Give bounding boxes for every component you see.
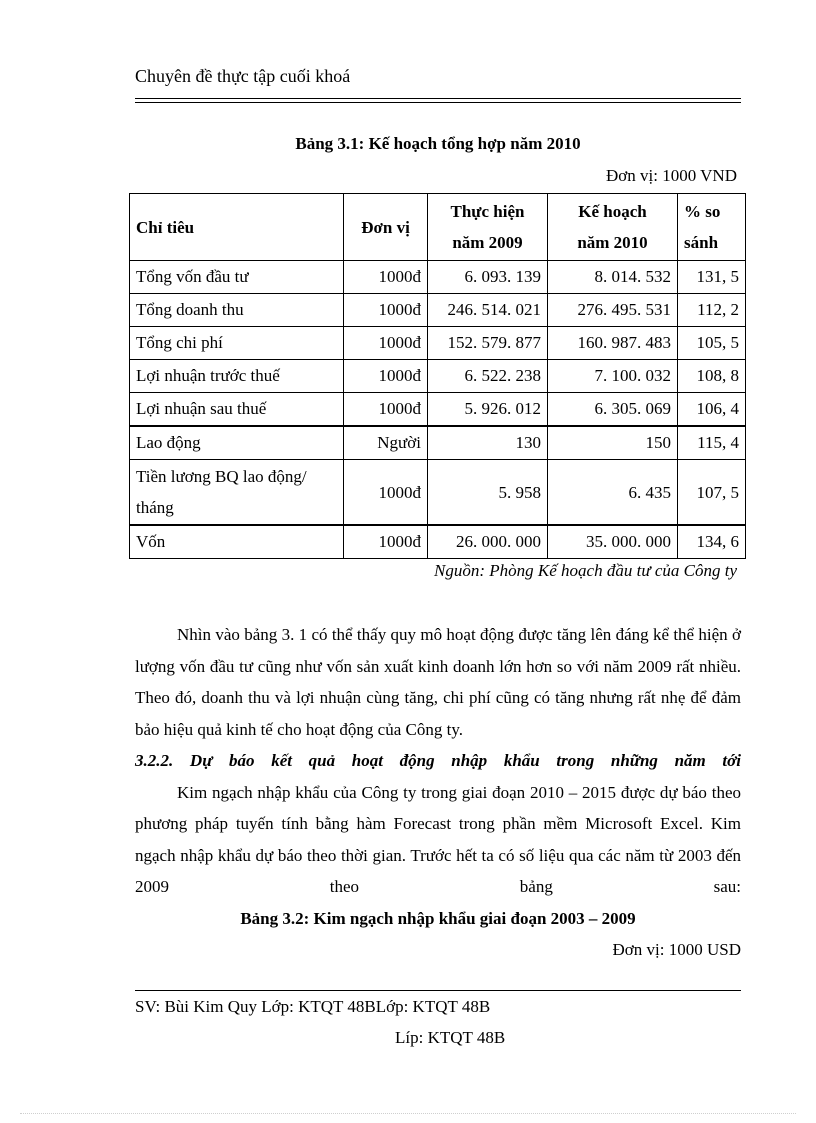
row-2009: 6. 522. 238	[428, 360, 548, 393]
row-label: Tiền lương BQ lao động/ tháng	[130, 460, 344, 526]
row-unit: 1000đ	[344, 360, 428, 393]
row-2010: 6. 305. 069	[548, 393, 678, 427]
table-row	[130, 327, 746, 360]
row-percent: 131, 5	[678, 261, 746, 294]
footer-class-info: Líp: KTQT 48B	[395, 1028, 506, 1047]
row-label: Tổng chi phí	[130, 327, 344, 360]
table-header-row	[130, 194, 746, 261]
row-2009: 5. 958	[428, 460, 548, 526]
row-percent: 108, 8	[678, 360, 746, 393]
row-label: Lợi nhuận sau thuế	[130, 393, 344, 427]
row-percent: 115, 4	[678, 426, 746, 460]
header-indicator: Chỉ tiêu	[130, 194, 344, 261]
paragraph-forecast: Kim ngạch nhập khẩu của Công ty trong giai đoạn 2010 – 2015 được dự báo theo phương pháp tuyến tính bằng hàm Forecast trong phần mềm Microsoft Excel. Kim ngạch nhập khẩu dự báo theo thời gian. Trước hết ta có số liệu qua các năm từ 2003 đến 2009 theo bảng sau:	[135, 782, 741, 896]
row-percent: 107, 5	[678, 460, 746, 526]
row-unit: Người	[344, 426, 428, 460]
body-text	[135, 619, 741, 966]
table1-source: Nguồn: Phòng Kế hoạch đầu tư của Công ty	[434, 561, 737, 580]
header-plan-2010	[548, 194, 678, 261]
row-2010: 276. 495. 531	[548, 294, 678, 327]
header-rule	[135, 98, 741, 99]
row-percent: 112, 2	[678, 294, 746, 327]
page-header-title: Chuyên đề thực tập cuối khoá	[135, 66, 351, 86]
row-label: Vốn	[130, 525, 344, 559]
row-percent: 105, 5	[678, 327, 746, 360]
row-percent: 134, 6	[678, 525, 746, 559]
page-bottom-divider	[20, 1113, 796, 1114]
plan-table	[129, 193, 746, 559]
table-row	[130, 426, 746, 460]
header-percent	[678, 194, 746, 261]
row-label: Lợi nhuận trước thuế	[130, 360, 344, 393]
row-2010: 35. 000. 000	[548, 525, 678, 559]
table2-unit: Đơn vị: 1000 USD	[612, 940, 741, 959]
table1-unit: Đơn vị: 1000 VND	[606, 166, 737, 185]
row-2010: 7. 100. 032	[548, 360, 678, 393]
row-2009: 5. 926. 012	[428, 393, 548, 427]
row-label: Tổng doanh thu	[130, 294, 344, 327]
row-2009: 26. 000. 000	[428, 525, 548, 559]
row-label: Lao động	[130, 426, 344, 460]
row-unit: 1000đ	[344, 525, 428, 559]
row-label: Tổng vốn đầu tư	[130, 261, 344, 294]
row-2009: 246. 514. 021	[428, 294, 548, 327]
row-unit: 1000đ	[344, 393, 428, 427]
table-row	[130, 360, 746, 393]
header-plan-line1: Kế hoạch	[578, 202, 647, 221]
row-2009: 6. 093. 139	[428, 261, 548, 294]
table-row	[130, 393, 746, 427]
row-2009: 130	[428, 426, 548, 460]
footer-rule	[135, 990, 741, 991]
table1-caption: Bảng 3.1: Kế hoạch tổng hợp năm 2010	[295, 134, 581, 153]
row-unit: 1000đ	[344, 294, 428, 327]
header-unit: Đơn vị	[344, 194, 428, 261]
header-plan-line2: năm 2010	[577, 233, 648, 252]
row-percent: 106, 4	[678, 393, 746, 427]
row-unit: 1000đ	[344, 261, 428, 294]
header-percent-line1: % so	[684, 202, 721, 221]
section-heading: 3.2.2. Dự báo kết quả hoạt động nhập khẩu trong những năm tới	[135, 751, 741, 770]
header-actual-line2: năm 2009	[452, 233, 523, 252]
row-unit: 1000đ	[344, 327, 428, 360]
header-rule-secondary	[135, 102, 741, 103]
row-2010: 6. 435	[548, 460, 678, 526]
paragraph-analysis: Nhìn vào bảng 3. 1 có thể thấy quy mô hoạt động được tăng lên đáng kể thể hiện ở lượng vốn đầu tư cũng như vốn sản xuất kinh doanh lớn hơn so với năm 2009 rất nhiều. Theo đó, doanh thu và lợi nhuận cùng tăng, chi phí cũng có tăng nhưng rất nhẹ để đảm bảo hiệu quả kinh tế cho hoạt động của Công ty.	[135, 625, 741, 739]
table2-caption: Bảng 3.2: Kim ngạch nhập khẩu giai đoạn 2003 – 2009	[240, 908, 636, 928]
row-unit: 1000đ	[344, 460, 428, 526]
row-2010: 8. 014. 532	[548, 261, 678, 294]
table-row	[130, 261, 746, 294]
header-percent-line2: sánh	[684, 233, 719, 252]
header-actual-2009	[428, 194, 548, 261]
header-actual-line1: Thực hiện	[450, 202, 525, 221]
table-row	[130, 294, 746, 327]
table-row	[130, 460, 746, 526]
table-row	[130, 525, 746, 559]
row-2010: 160. 987. 483	[548, 327, 678, 360]
row-2010: 150	[548, 426, 678, 460]
row-2009: 152. 579. 877	[428, 327, 548, 360]
footer-student-info: SV: Bùi Kim Quy Lớp: KTQT 48BLớp: KTQT 48B	[135, 997, 491, 1016]
